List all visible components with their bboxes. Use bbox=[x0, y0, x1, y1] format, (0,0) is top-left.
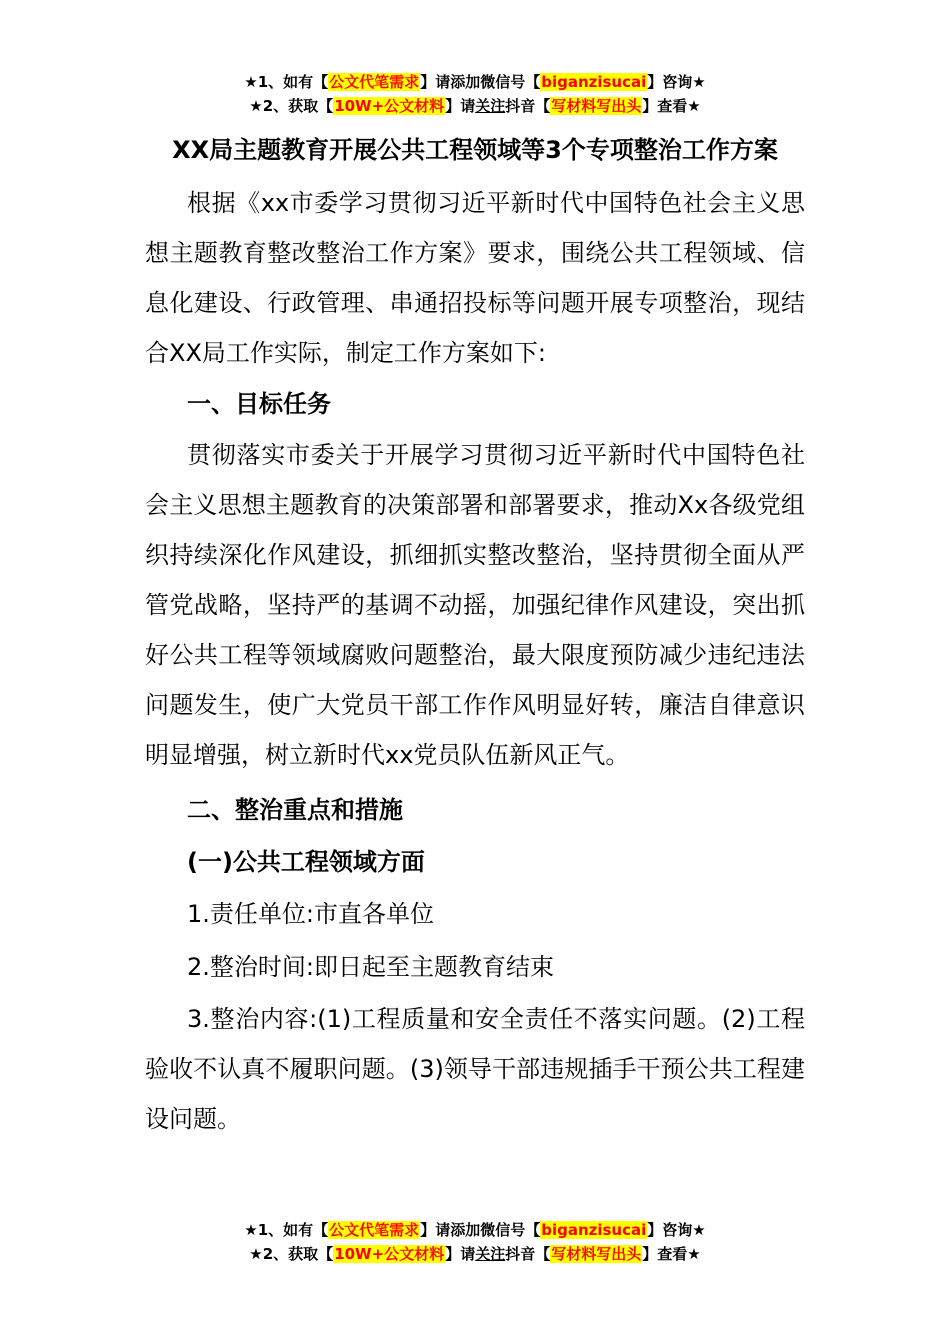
promo-line-2: ★2、获取【10W+公文材料】请关注抖音【写材料写出头】查看★ bbox=[249, 97, 701, 115]
section-heading-goals: 一、目标任务 bbox=[187, 390, 331, 418]
promo-line-1: ★1、如有【公文代笔需求】请添加微信号【biganzisucai】咨询★ bbox=[244, 1221, 706, 1239]
intro-paragraph: 根据《xx市委学习贯彻习近平新时代中国特色社会主义思想主题教育整改整治工作方案》要求，围绕公共工程领域、信息化建设、行政管理、串通招投标等问题开展专项整治，现结合XX局工作实际，制定工作方案如下: bbox=[145, 189, 805, 367]
list-item-content: 3.整治内容:(1)工程质量和安全责任不落实问题。(2)工程验收不认真不履职问题。(3)领导干部违规插手干预公共工程建设问题。 bbox=[145, 1005, 805, 1133]
goals-paragraph: 贯彻落实市委关于开展学习贯彻习近平新时代中国特色社会主义思想主题教育的决策部署和部署要求，推动Xx各级党组织持续深化作风建设，抓细抓实整改整治，坚持贯彻全面从严管党战略，坚持严的基调不动摇，加强纪律作风建设，突出抓好公共工程等领域腐败问题整治，最大限度预防减少违纪违法问题发生，使广大党员干部工作作风明显好转，廉洁自律意识明显增强，树立新时代xx党员队伍新风正气。 bbox=[145, 441, 805, 769]
subsection-heading-public-works: (一)公共工程领域方面 bbox=[187, 848, 425, 876]
document-title: XX局主题教育开展公共工程领域等3个专项整治工作方案 bbox=[172, 136, 778, 164]
promo-highlight: 公文代笔需求 bbox=[329, 1221, 420, 1239]
follow-underlined: 关注 bbox=[475, 1245, 506, 1263]
promo-line-2: ★2、获取【10W+公文材料】请关注抖音【写材料写出头】查看★ bbox=[249, 1245, 701, 1263]
promo-highlight: 公文代笔需求 bbox=[329, 73, 420, 91]
wechat-id-highlight: biganzisucai bbox=[541, 1221, 647, 1239]
document-body bbox=[145, 178, 805, 1144]
promo-line-1: ★1、如有【公文代笔需求】请添加微信号【biganzisucai】咨询★ bbox=[244, 73, 706, 91]
promo-highlight: 10W+公文材料 bbox=[334, 97, 445, 115]
list-item-responsible-units: 1.责任单位:市直各单位 bbox=[187, 900, 434, 928]
promo-banner-top bbox=[0, 70, 950, 118]
douyin-account-highlight: 写材料写出头 bbox=[551, 1245, 642, 1263]
section-heading-measures: 二、整治重点和措施 bbox=[187, 796, 403, 824]
wechat-id-highlight: biganzisucai bbox=[541, 73, 647, 91]
list-item-time: 2.整治时间:即日起至主题教育结束 bbox=[187, 953, 554, 981]
promo-highlight: 10W+公文材料 bbox=[334, 1245, 445, 1263]
douyin-account-highlight: 写材料写出头 bbox=[551, 97, 642, 115]
promo-banner-bottom bbox=[0, 1218, 950, 1266]
follow-underlined: 关注 bbox=[475, 97, 506, 115]
